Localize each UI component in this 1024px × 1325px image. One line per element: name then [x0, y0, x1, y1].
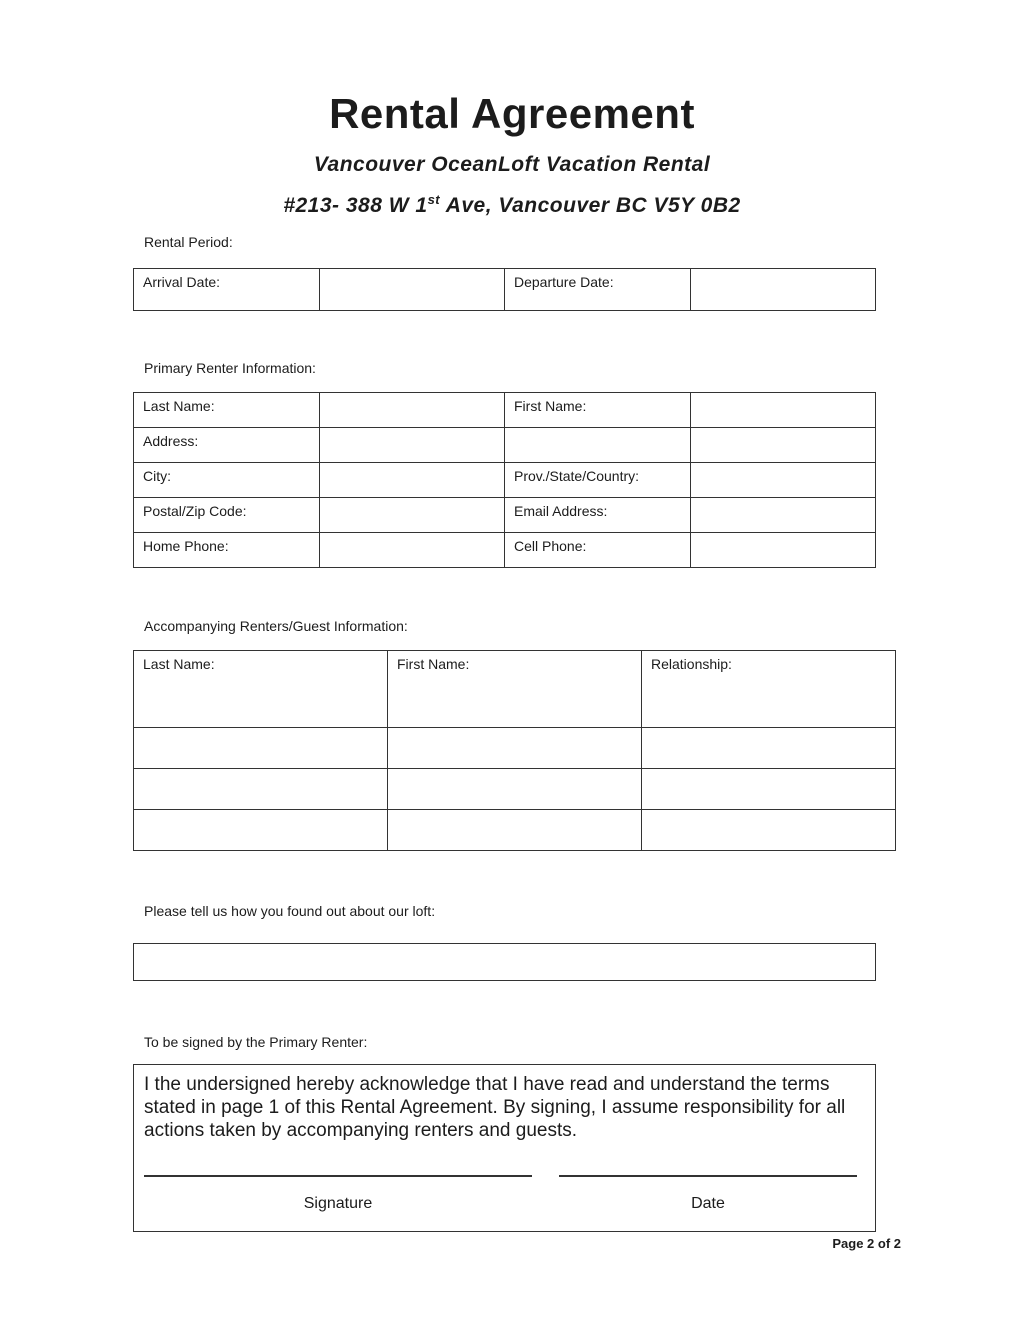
document-title: Rental Agreement	[329, 90, 695, 137]
arrival-date-label: Arrival Date:	[134, 269, 320, 311]
acknowledgment-text: I the undersigned hereby acknowledge that I have read and understand the terms stated in page 1 of this Rental Agreement. By signing, I assume responsibility for all actions taken by accompanying renters and guests.	[144, 1074, 846, 1141]
departure-date-field[interactable]	[690, 269, 876, 311]
table-row	[134, 428, 876, 463]
guest-last-name-field[interactable]	[134, 769, 388, 810]
address-field-2[interactable]	[505, 428, 691, 463]
accompanying-guests-table	[133, 650, 896, 851]
date-line[interactable]	[559, 1175, 857, 1177]
arrival-date-field[interactable]	[319, 269, 505, 311]
prov-state-country-field[interactable]	[690, 463, 876, 498]
prov-state-country-label: Prov./State/Country:	[505, 463, 691, 498]
page-indicator: Page 2 of 2	[832, 1236, 901, 1251]
guest-first-name-field[interactable]	[388, 810, 642, 851]
city-field[interactable]	[319, 463, 505, 498]
cell-phone-field[interactable]	[690, 533, 876, 568]
table-row	[134, 498, 876, 533]
guest-last-name-field[interactable]	[134, 728, 388, 769]
guest-row	[134, 728, 896, 769]
primary-renter-table	[133, 392, 876, 568]
table-row	[134, 393, 876, 428]
accompanying-section-label: Accompanying Renters/Guest Information:	[144, 618, 408, 634]
home-phone-field[interactable]	[319, 533, 505, 568]
rental-period-table	[133, 268, 876, 311]
email-address-field[interactable]	[690, 498, 876, 533]
cell-phone-label: Cell Phone:	[505, 533, 691, 568]
primary-renter-section-label: Primary Renter Information:	[144, 360, 316, 376]
address-field-3[interactable]	[690, 428, 876, 463]
guest-relationship-field[interactable]	[642, 769, 896, 810]
address-suffix: Ave, Vancouver BC V5Y 0B2	[440, 194, 741, 217]
guest-last-name-field[interactable]	[134, 810, 388, 851]
postal-zip-label: Postal/Zip Code:	[134, 498, 320, 533]
last-name-field[interactable]	[319, 393, 505, 428]
document-subtitle: Vancouver OceanLoft Vacation Rental	[313, 153, 711, 176]
address-superscript: st	[427, 192, 441, 207]
guest-row	[134, 810, 896, 851]
guest-first-name-field[interactable]	[388, 769, 642, 810]
first-name-field[interactable]	[690, 393, 876, 428]
address-label: Address:	[134, 428, 320, 463]
guest-first-name-header[interactable]: First Name:	[388, 651, 642, 728]
guest-first-name-field[interactable]	[388, 728, 642, 769]
signature-label: Signature	[303, 1195, 373, 1212]
guest-last-name-header[interactable]: Last Name:	[134, 651, 388, 728]
guest-header-row	[134, 651, 896, 728]
rental-period-row	[134, 269, 876, 311]
table-row	[134, 463, 876, 498]
property-address	[0, 192, 1024, 218]
referral-section-label: Please tell us how you found out about our loft:	[144, 903, 436, 919]
rental-period-section-label: Rental Period:	[144, 234, 233, 250]
guest-relationship-field[interactable]	[642, 810, 896, 851]
signature-box	[133, 1064, 876, 1232]
referral-field[interactable]	[133, 943, 876, 981]
signing-section-label: To be signed by the Primary Renter:	[144, 1034, 368, 1050]
postal-zip-field[interactable]	[319, 498, 505, 533]
signature-line[interactable]	[144, 1175, 532, 1177]
home-phone-label: Home Phone:	[134, 533, 320, 568]
email-address-label: Email Address:	[505, 498, 691, 533]
address-prefix: #213- 388 W 1	[283, 194, 428, 217]
first-name-label: First Name:	[505, 393, 691, 428]
guest-relationship-field[interactable]	[642, 728, 896, 769]
last-name-label: Last Name:	[134, 393, 320, 428]
table-row	[134, 533, 876, 568]
city-label: City:	[134, 463, 320, 498]
address-field[interactable]	[319, 428, 505, 463]
guest-row	[134, 769, 896, 810]
departure-date-label: Departure Date:	[505, 269, 691, 311]
guest-relationship-header[interactable]: Relationship:	[642, 651, 896, 728]
date-label: Date	[691, 1195, 725, 1212]
